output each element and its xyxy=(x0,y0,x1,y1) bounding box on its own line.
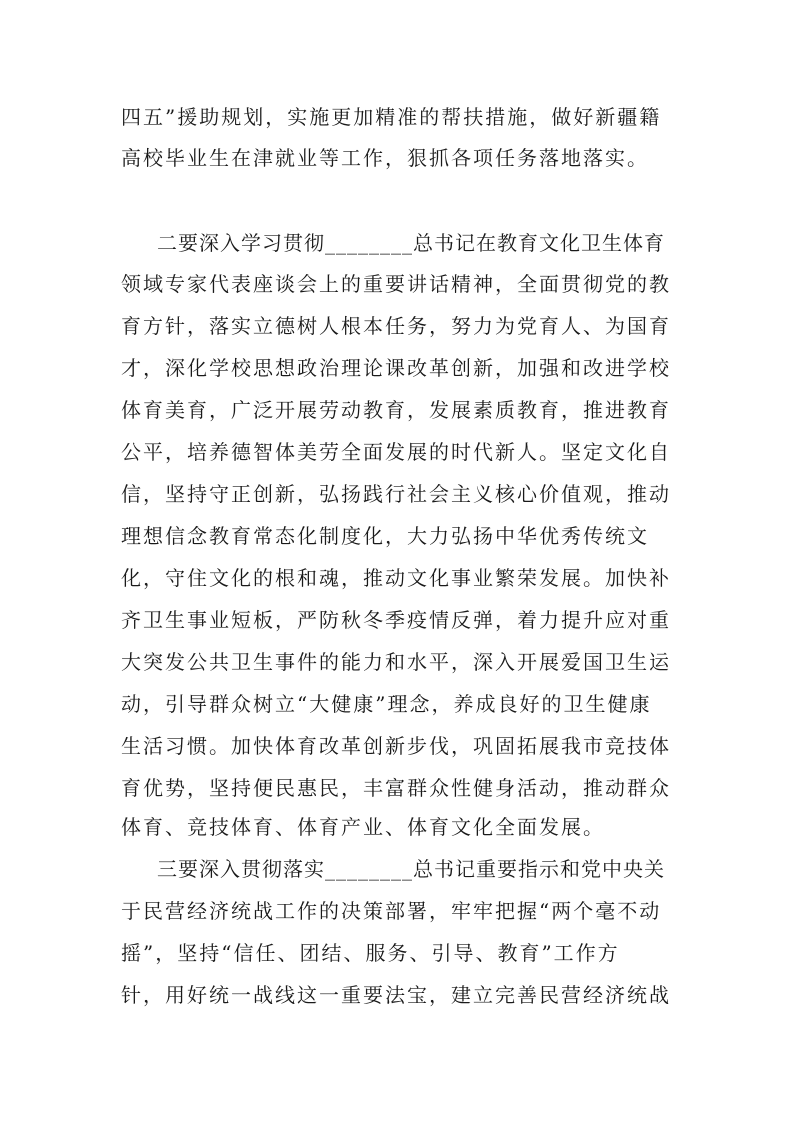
text-line: 化，守住文化的根和魂，推动文化事业繁荣发展。加快补 xyxy=(121,566,671,590)
text-line: 三要深入贯彻落实________总书记重要指示和党中央关 xyxy=(157,857,665,881)
text-line: 育优势，坚持便民惠民，丰富群众性健身活动，推动群众 xyxy=(121,776,671,800)
text-line: 高校毕业生在津就业等工作，狠抓各项任务落地落实。 xyxy=(121,146,649,170)
text-line: 体育、竞技体育、体育产业、体育文化全面发展。 xyxy=(121,815,605,839)
text-line: 二要深入学习贯彻________总书记在教育文化卫生体育 xyxy=(157,231,665,255)
text-line: 公平，培养德智体美劳全面发展的时代新人。坚定文化自 xyxy=(121,440,671,464)
text-line: 体育美育，广泛开展劳动教育，发展素质教育，推进教育 xyxy=(121,398,671,422)
text-line: 信，坚持守正创新，弘扬践行社会主义核心价值观，推动 xyxy=(121,482,671,506)
text-line: 四五”援助规划，实施更加精准的帮扶措施，做好新疆籍 xyxy=(121,105,662,129)
text-line: 生活习惯。加快体育改革创新步伐，巩固拓展我市竞技体 xyxy=(121,734,671,758)
text-line: 大突发公共卫生事件的能力和水平，深入开展爱国卫生运 xyxy=(121,650,671,674)
text-line: 针，用好统一战线这一重要法宝，建立完善民营经济统战 xyxy=(121,983,671,1007)
text-line: 才，深化学校思想政治理论课改革创新，加强和改进学校 xyxy=(121,356,671,380)
text-line: 动，引导群众树立“大健康”理念，养成良好的卫生健康 xyxy=(121,692,652,716)
text-line: 摇”，坚持“信任、团结、服务、引导、教育”工作方 xyxy=(121,941,620,965)
text-line: 于民营经济统战工作的决策部署，牢牢把握“两个毫不动 xyxy=(121,899,662,923)
text-line: 育方针，落实立德树人根本任务，努力为党育人、为国育 xyxy=(121,314,671,338)
text-line: 领域专家代表座谈会上的重要讲话精神，全面贯彻党的教 xyxy=(121,272,671,296)
text-line: 齐卫生事业短板，严防秋冬季疫情反弹，着力提升应对重 xyxy=(121,608,671,632)
text-line: 理想信念教育常态化制度化，大力弘扬中华优秀传统文 xyxy=(121,524,649,548)
